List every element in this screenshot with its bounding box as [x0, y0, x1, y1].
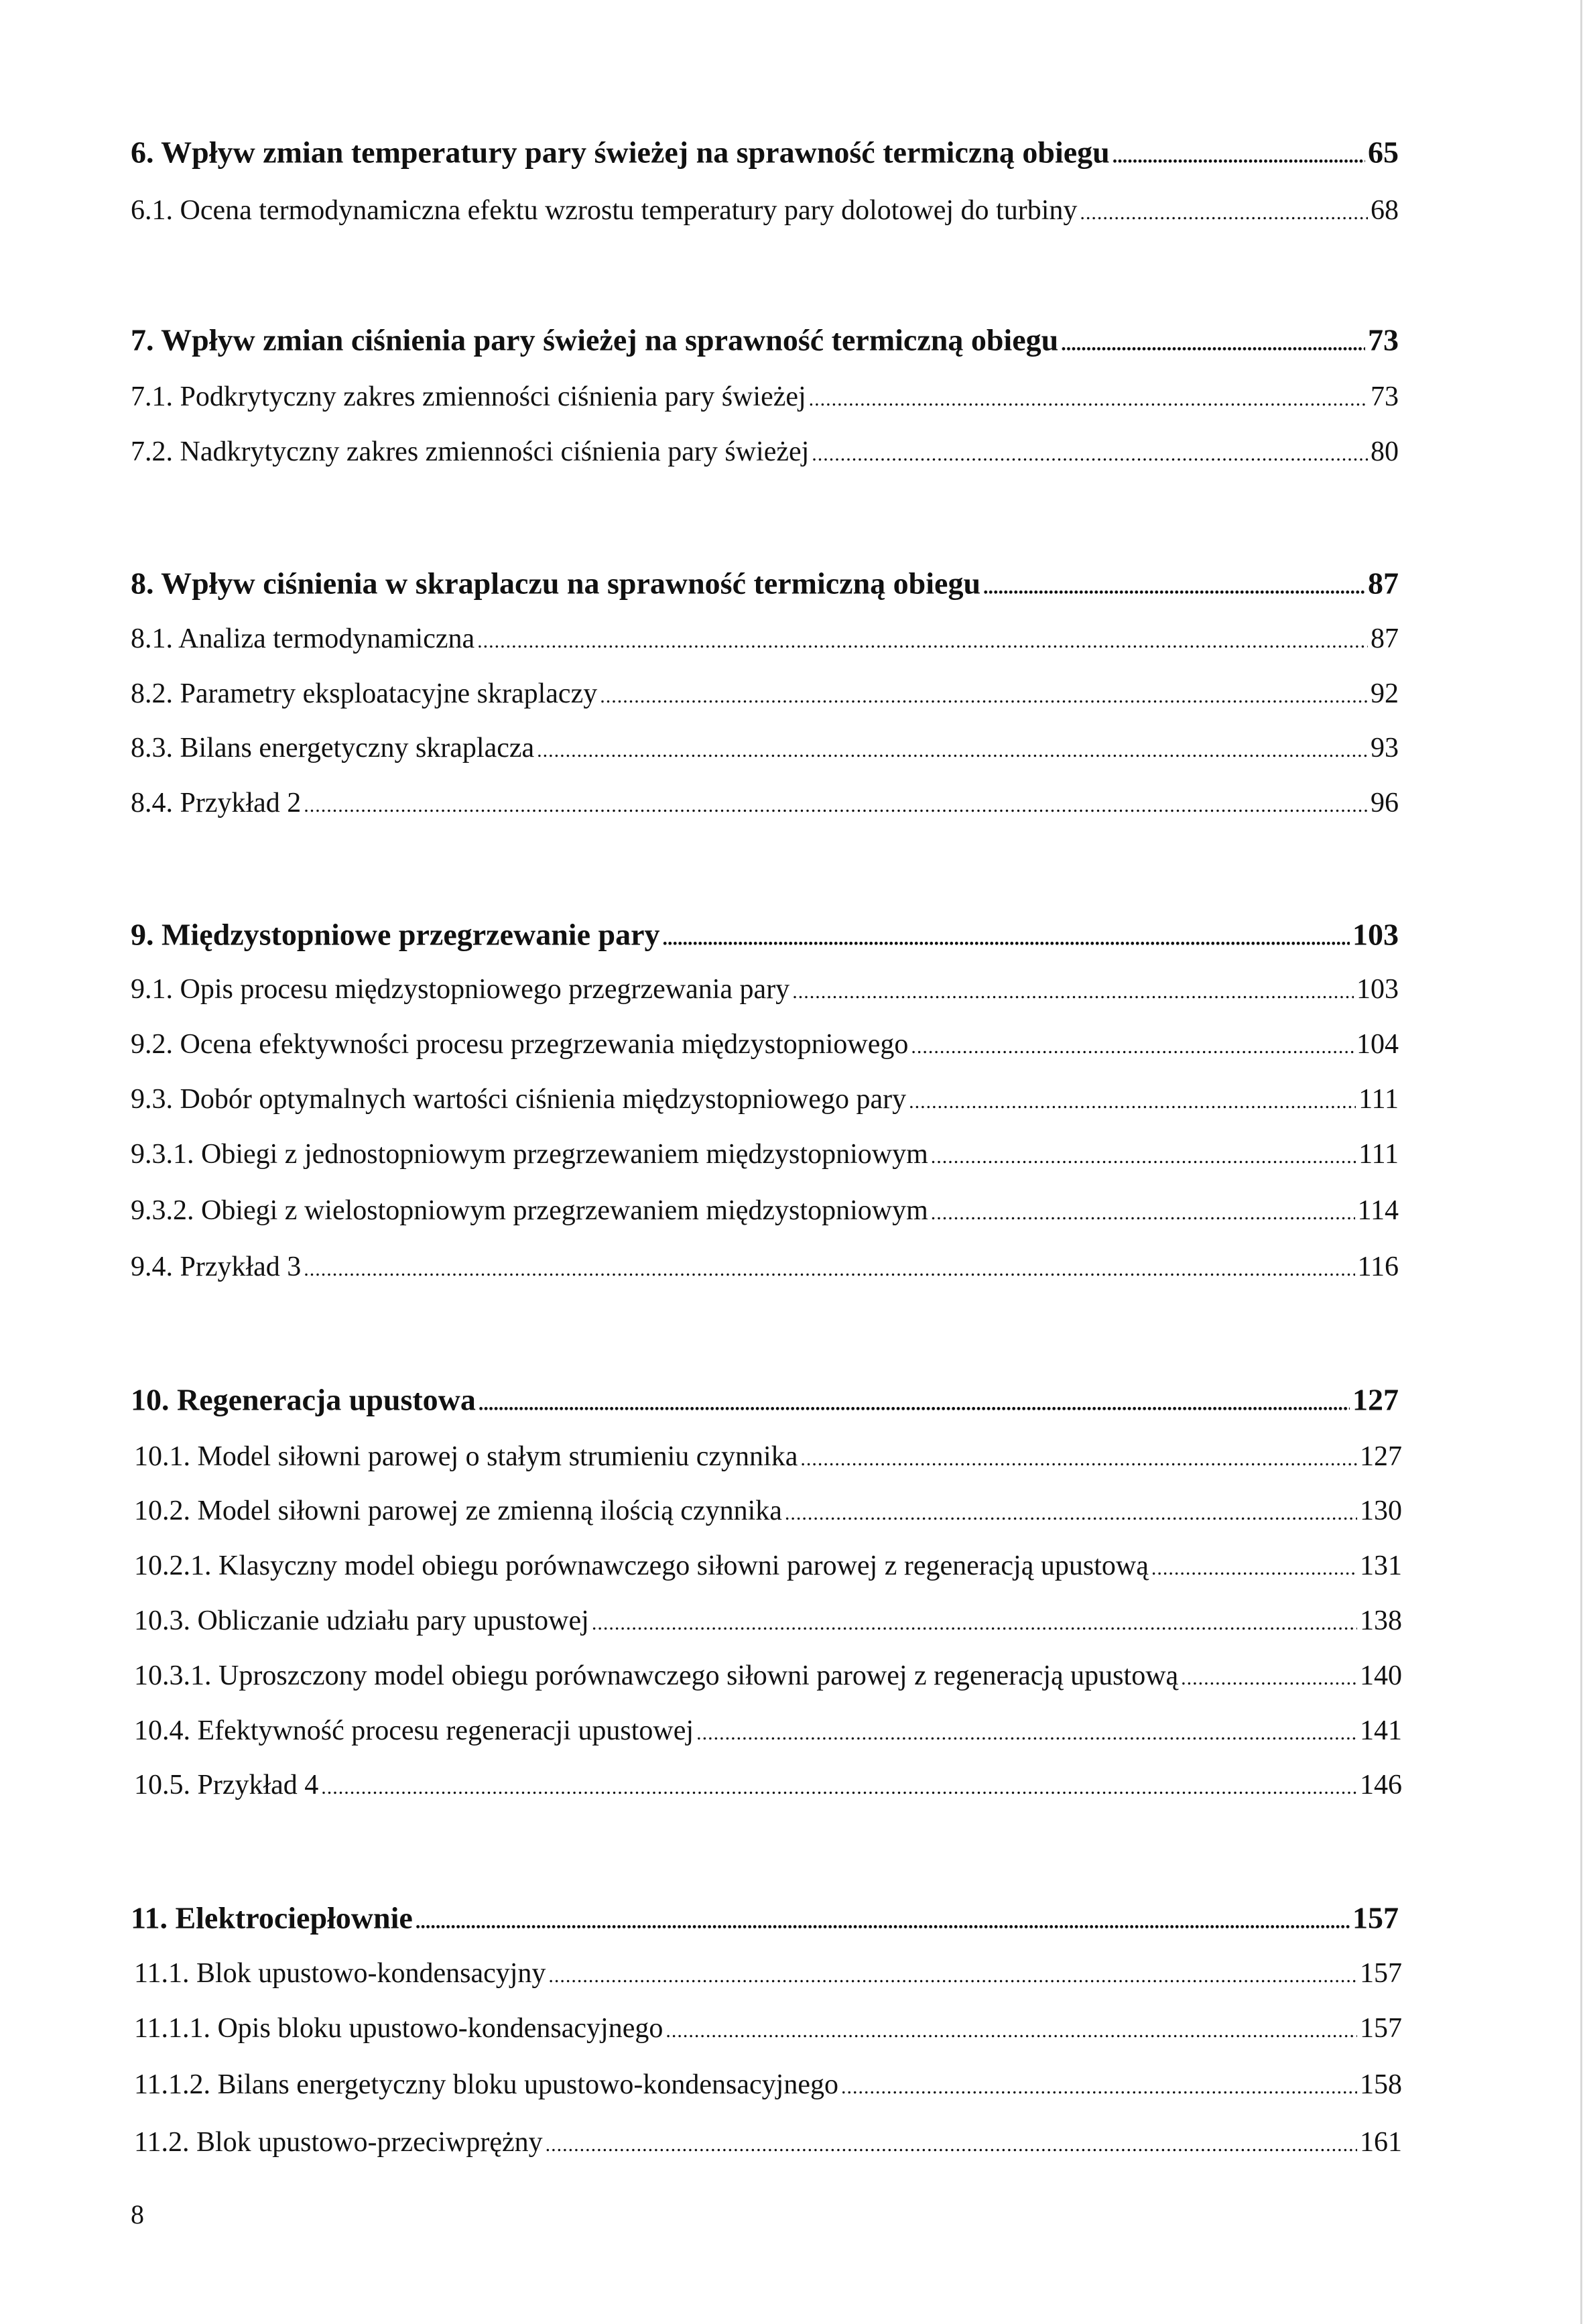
entry-title: 11.2. Blok upustowo-przeciwprężny: [134, 2126, 543, 2158]
entry-page-number: 103: [1352, 917, 1399, 952]
entry-title: 9. Międzystopniowe przegrzewanie pary: [131, 917, 660, 952]
entry-page-number: 87: [1371, 623, 1399, 654]
entry-title: 10. Regeneracja upustowa: [131, 1382, 476, 1417]
entry-page-number: 141: [1360, 1715, 1402, 1746]
page-number: 8: [131, 2199, 144, 2229]
entry-title: 11.1.2. Bilans energetyczny bloku upustowo-kondensacyjnego: [134, 2069, 838, 2100]
dot-leader: [931, 1139, 1356, 1170]
entry-page-number: 65: [1368, 135, 1399, 170]
entry-page-number: 127: [1352, 1382, 1399, 1417]
dot-leader: [1061, 324, 1365, 358]
entry-page-number: 161: [1360, 2126, 1402, 2158]
entry-title: 6.1. Ocena termodynamiczna efektu wzrostu temperatury pary dolotowej do turbiny: [131, 194, 1078, 226]
entry-title: 10.3.1. Uproszczony model obiegu porównawczego siłowni parowej z regeneracją upustową: [134, 1660, 1179, 1691]
dot-leader: [812, 436, 1368, 467]
entry-title: 9.1. Opis procesu międzystopniowego przegrzewania pary: [131, 973, 790, 1005]
entry-title: 10.2.1. Klasyczny model obiegu porównawczego siłowni parowej z regeneracją upustową: [134, 1550, 1149, 1581]
entry-title: 11.1. Blok upustowo-kondensacyjny: [134, 1957, 546, 1989]
entry-title: 8.1. Analiza termodynamiczna: [131, 623, 475, 654]
entry-title: 11. Elektrociepłownie: [131, 1900, 413, 1935]
dot-leader: [592, 1605, 1357, 1636]
dot-leader: [663, 918, 1350, 953]
toc-section-entry: [134, 1441, 1402, 1472]
toc-section-entry: [131, 381, 1399, 412]
dot-leader: [321, 1770, 1357, 1800]
dot-leader: [548, 1958, 1357, 1989]
entry-title: 11.1.1. Opis bloku upustowo-kondensacyjnego: [134, 2012, 663, 2044]
dot-leader: [983, 567, 1365, 601]
entry-title: 9.3.2. Obiegi z wielostopniowym przegrzewaniem międzystopniowym: [131, 1195, 928, 1226]
toc-section-entry: [134, 2127, 1402, 2158]
toc-section-entry: [134, 1550, 1402, 1581]
toc-chapter-entry: [131, 324, 1399, 358]
entry-page-number: 80: [1371, 436, 1399, 467]
toc-section-entry: [134, 1958, 1402, 1989]
toc-section-entry: [134, 1495, 1402, 1526]
entry-page-number: 157: [1352, 1900, 1399, 1935]
dot-leader: [546, 2127, 1357, 2158]
entry-title: 8.3. Bilans energetyczny skraplacza: [131, 732, 535, 763]
entry-title: 6. Wpływ zmian temperatury pary świeżej na sprawność termiczną obiegu: [131, 135, 1110, 170]
dot-leader: [1151, 1550, 1357, 1581]
entry-title: 10.5. Przykład 4: [134, 1769, 319, 1800]
entry-page-number: 103: [1356, 973, 1399, 1005]
entry-title: 9.4. Przykład 3: [131, 1251, 302, 1282]
entry-page-number: 127: [1360, 1441, 1402, 1472]
entry-title: 7. Wpływ zmian ciśnienia pary świeżej na sprawność termiczną obiegu: [131, 322, 1059, 357]
entry-title: 8.2. Parametry eksploatacyjne skraplaczy: [131, 678, 598, 709]
dot-leader: [785, 1495, 1357, 1526]
dot-leader: [304, 788, 1368, 818]
entry-title: 10.3. Obliczanie udziału pary upustowej: [134, 1605, 589, 1636]
toc-chapter-entry: [131, 1902, 1399, 1936]
entry-title: 7.1. Podkrytyczny zakres zmienności ciśnienia pary świeżej: [131, 381, 806, 412]
toc-section-entry: [134, 1770, 1402, 1800]
toc-chapter-entry: [131, 567, 1399, 601]
dot-leader: [792, 974, 1354, 1005]
entry-title: 8. Wpływ ciśnienia w skraplaczu na sprawność termiczną obiegu: [131, 566, 981, 601]
entry-page-number: 111: [1358, 1083, 1399, 1115]
entry-page-number: 157: [1360, 1957, 1402, 1989]
dot-leader: [809, 381, 1368, 412]
dot-leader: [1113, 136, 1365, 170]
toc-section-entry: [131, 1195, 1399, 1226]
entry-page-number: 114: [1357, 1195, 1399, 1226]
toc-section-entry: [131, 1029, 1399, 1060]
toc-section-entry: [131, 1251, 1399, 1282]
entry-page-number: 111: [1358, 1138, 1399, 1170]
entry-title: 8.4. Przykład 2: [131, 787, 302, 818]
entry-page-number: 68: [1371, 194, 1399, 226]
toc-section-entry: [131, 678, 1399, 709]
dot-leader: [600, 678, 1368, 709]
dot-leader: [1080, 195, 1368, 226]
dot-leader: [416, 1902, 1350, 1936]
toc-chapter-entry: [131, 136, 1399, 170]
entry-title: 10.4. Efektywność procesu regeneracji upustowej: [134, 1715, 694, 1746]
entry-title: 10.2. Model siłowni parowej ze zmienną ilością czynnika: [134, 1495, 782, 1526]
toc-section-entry: [134, 1660, 1402, 1691]
scan-edge-line: [1580, 0, 1582, 2324]
dot-leader: [931, 1195, 1355, 1226]
entry-page-number: 73: [1371, 381, 1399, 412]
dot-leader: [665, 2013, 1357, 2044]
entry-title: 9.3.1. Obiegi z jednostopniowym przegrzewaniem międzystopniowym: [131, 1138, 928, 1170]
entry-title: 9.2. Ocena efektywności procesu przegrzewania międzystopniowego: [131, 1028, 909, 1060]
toc-section-entry: [131, 1139, 1399, 1170]
entry-page-number: 73: [1368, 322, 1399, 357]
dot-leader: [479, 1384, 1350, 1418]
dot-leader: [537, 733, 1368, 763]
entry-page-number: 93: [1371, 732, 1399, 763]
dot-leader: [841, 2069, 1357, 2100]
entry-page-number: 130: [1360, 1495, 1402, 1526]
entry-page-number: 92: [1371, 678, 1399, 709]
dot-leader: [911, 1029, 1354, 1060]
dot-leader: [800, 1441, 1357, 1472]
dot-leader: [304, 1251, 1354, 1282]
dot-leader: [696, 1715, 1357, 1746]
entry-title: 10.1. Model siłowni parowej o stałym strumieniu czynnika: [134, 1441, 798, 1472]
toc-section-entry: [131, 733, 1399, 763]
entry-title: 7.2. Nadkrytyczny zakres zmienności ciśnienia pary świeżej: [131, 436, 810, 467]
toc-section-entry: [131, 623, 1399, 654]
entry-page-number: 116: [1357, 1251, 1399, 1282]
entry-page-number: 138: [1360, 1605, 1402, 1636]
entry-page-number: 131: [1360, 1550, 1402, 1581]
toc-chapter-entry: [131, 1384, 1399, 1418]
dot-leader: [1181, 1660, 1357, 1691]
toc-chapter-entry: [131, 918, 1399, 953]
toc-section-entry: [131, 1084, 1399, 1115]
entry-page-number: 140: [1360, 1660, 1402, 1691]
toc-section-entry: [134, 2069, 1402, 2100]
dot-leader: [909, 1084, 1356, 1115]
toc-section-entry: [131, 436, 1399, 467]
dot-leader: [477, 623, 1368, 654]
entry-page-number: 96: [1371, 787, 1399, 818]
toc-section-entry: [131, 788, 1399, 818]
entry-page-number: 104: [1356, 1028, 1399, 1060]
toc-section-entry: [134, 1605, 1402, 1636]
entry-page-number: 146: [1360, 1769, 1402, 1800]
toc-section-entry: [134, 1715, 1402, 1746]
entry-page-number: 87: [1368, 566, 1399, 601]
toc-section-entry: [134, 2013, 1402, 2044]
toc-section-entry: [131, 195, 1399, 226]
toc-section-entry: [131, 974, 1399, 1005]
entry-page-number: 157: [1360, 2012, 1402, 2044]
entry-page-number: 158: [1360, 2069, 1402, 2100]
entry-title: 9.3. Dobór optymalnych wartości ciśnienia międzystopniowego pary: [131, 1083, 907, 1115]
